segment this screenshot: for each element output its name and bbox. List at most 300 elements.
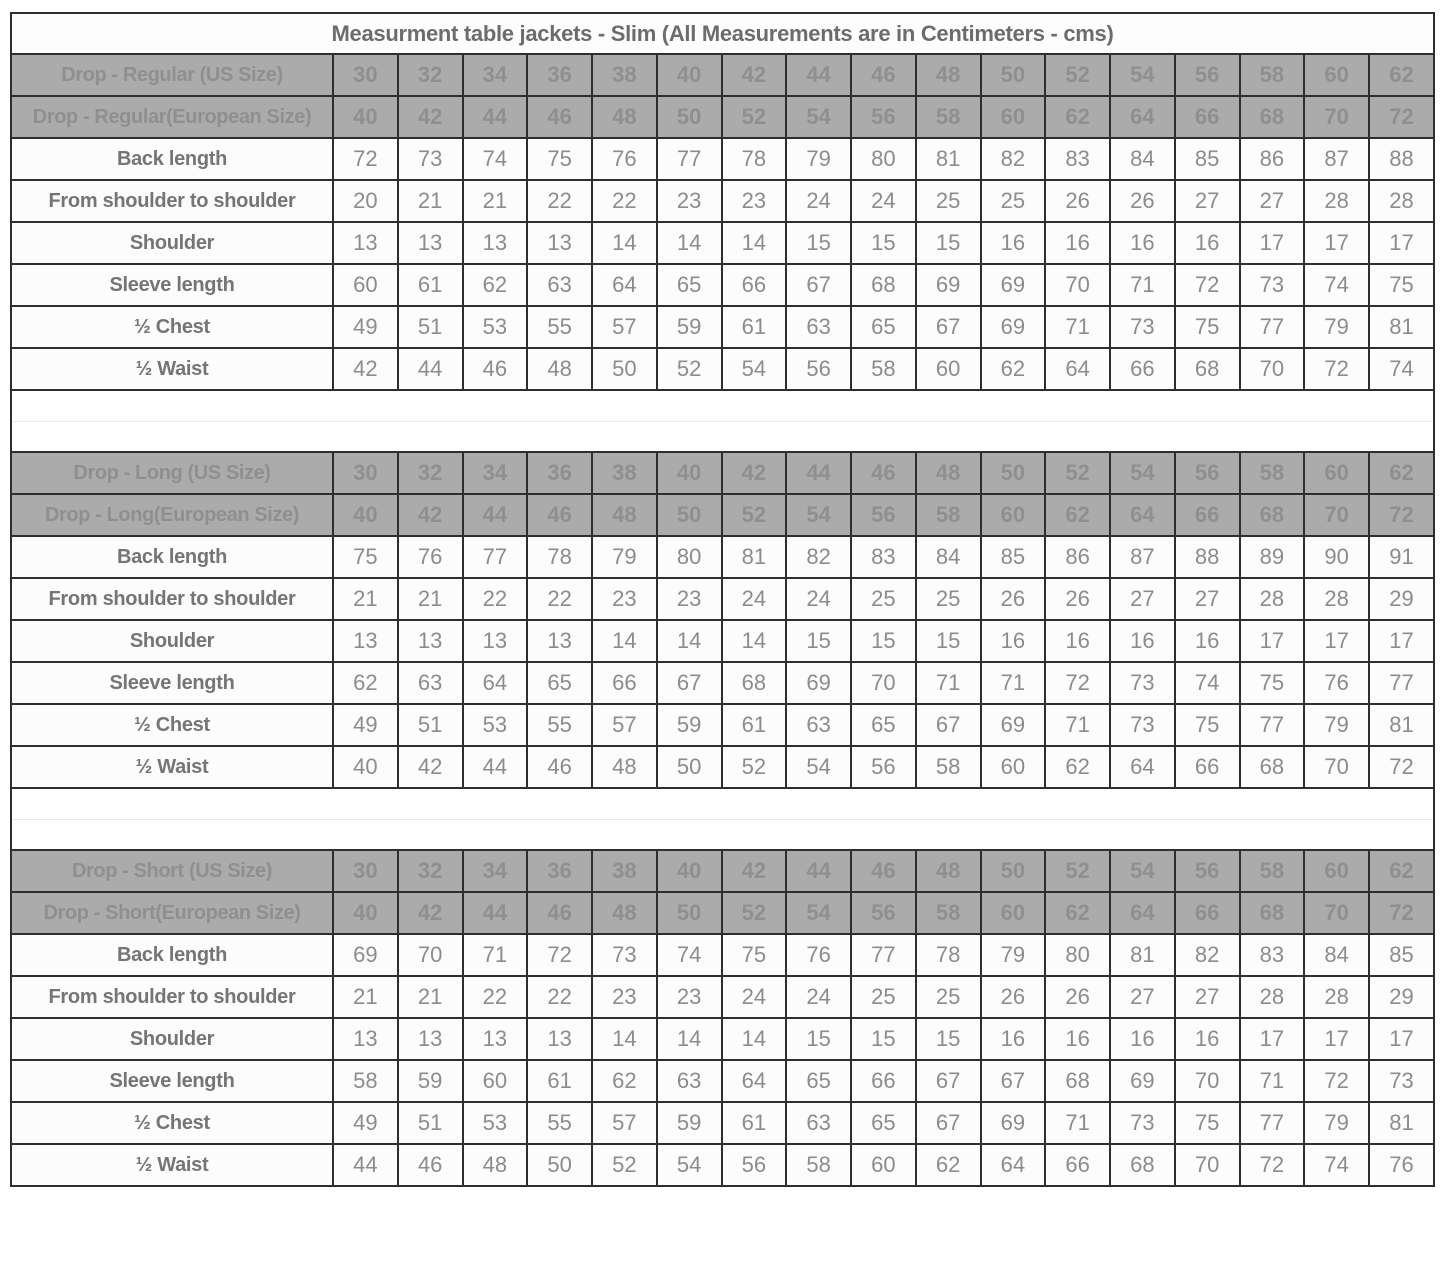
measurement-value-cell: 56 xyxy=(722,1144,787,1186)
measurement-value-cell: 73 xyxy=(1110,662,1175,704)
measurement-value-cell: 44 xyxy=(398,348,463,390)
us-size-cell: 40 xyxy=(657,452,722,494)
measurement-value-cell: 74 xyxy=(463,138,528,180)
eu-size-cell: 68 xyxy=(1240,892,1305,934)
measurement-row-label: ½ Waist xyxy=(11,348,333,390)
eu-size-cell: 72 xyxy=(1369,892,1434,934)
measurement-value-cell: 67 xyxy=(786,264,851,306)
measurement-value-cell: 73 xyxy=(398,138,463,180)
measurement-value-cell: 14 xyxy=(592,620,657,662)
measurement-value-cell: 16 xyxy=(1110,222,1175,264)
measurement-row xyxy=(11,1060,1434,1102)
measurement-value-cell: 15 xyxy=(916,620,981,662)
measurement-value-cell: 25 xyxy=(916,578,981,620)
measurement-value-cell: 28 xyxy=(1304,578,1369,620)
measurement-value-cell: 14 xyxy=(722,1018,787,1060)
measurement-value-cell: 58 xyxy=(851,348,916,390)
us-size-cell: 48 xyxy=(916,850,981,892)
measurement-row xyxy=(11,348,1434,390)
measurement-value-cell: 74 xyxy=(657,934,722,976)
measurement-value-cell: 83 xyxy=(1045,138,1110,180)
measurement-value-cell: 55 xyxy=(527,1102,592,1144)
measurement-value-cell: 60 xyxy=(981,746,1046,788)
eu-size-cell: 48 xyxy=(592,96,657,138)
measurement-value-cell: 74 xyxy=(1304,1144,1369,1186)
measurement-value-cell: 57 xyxy=(592,306,657,348)
measurement-value-cell: 53 xyxy=(463,306,528,348)
eu-size-cell: 64 xyxy=(1110,96,1175,138)
measurement-value-cell: 62 xyxy=(333,662,398,704)
measurement-value-cell: 62 xyxy=(981,348,1046,390)
eu-size-header-row xyxy=(11,494,1434,536)
measurement-value-cell: 70 xyxy=(851,662,916,704)
measurement-value-cell: 72 xyxy=(527,934,592,976)
measurement-value-cell: 16 xyxy=(981,222,1046,264)
measurement-value-cell: 17 xyxy=(1369,1018,1434,1060)
measurement-table xyxy=(10,12,1435,1187)
measurement-value-cell: 73 xyxy=(592,934,657,976)
measurement-value-cell: 55 xyxy=(527,704,592,746)
measurement-value-cell: 16 xyxy=(1175,222,1240,264)
us-size-cell: 50 xyxy=(981,54,1046,96)
measurement-value-cell: 54 xyxy=(786,746,851,788)
measurement-row xyxy=(11,264,1434,306)
measurement-value-cell: 60 xyxy=(851,1144,916,1186)
measurement-value-cell: 73 xyxy=(1110,704,1175,746)
us-size-cell: 44 xyxy=(786,850,851,892)
measurement-value-cell: 17 xyxy=(1240,1018,1305,1060)
measurement-value-cell: 72 xyxy=(1175,264,1240,306)
measurement-row-label: Shoulder xyxy=(11,222,333,264)
measurement-value-cell: 82 xyxy=(981,138,1046,180)
us-size-cell: 42 xyxy=(722,54,787,96)
measurement-value-cell: 68 xyxy=(851,264,916,306)
measurement-value-cell: 48 xyxy=(527,348,592,390)
measurement-value-cell: 59 xyxy=(657,704,722,746)
measurement-value-cell: 26 xyxy=(1045,976,1110,1018)
measurement-value-cell: 73 xyxy=(1110,306,1175,348)
measurement-value-cell: 72 xyxy=(1369,746,1434,788)
measurement-value-cell: 65 xyxy=(527,662,592,704)
measurement-value-cell: 23 xyxy=(722,180,787,222)
measurement-value-cell: 75 xyxy=(1175,1102,1240,1144)
us-size-cell: 34 xyxy=(463,850,528,892)
measurement-value-cell: 21 xyxy=(333,578,398,620)
measurement-value-cell: 21 xyxy=(398,976,463,1018)
measurement-value-cell: 51 xyxy=(398,1102,463,1144)
measurement-value-cell: 25 xyxy=(916,180,981,222)
measurement-row xyxy=(11,662,1434,704)
measurement-value-cell: 28 xyxy=(1304,180,1369,222)
measurement-value-cell: 22 xyxy=(527,180,592,222)
measurement-value-cell: 58 xyxy=(916,746,981,788)
us-size-header-row xyxy=(11,54,1434,96)
measurement-row xyxy=(11,976,1434,1018)
measurement-value-cell: 70 xyxy=(398,934,463,976)
measurement-value-cell: 81 xyxy=(1369,1102,1434,1144)
measurement-value-cell: 63 xyxy=(786,1102,851,1144)
measurement-value-cell: 26 xyxy=(981,578,1046,620)
measurement-value-cell: 15 xyxy=(786,222,851,264)
measurement-value-cell: 15 xyxy=(916,1018,981,1060)
measurement-value-cell: 13 xyxy=(463,222,528,264)
measurement-value-cell: 23 xyxy=(592,976,657,1018)
eu-size-header-row xyxy=(11,892,1434,934)
measurement-value-cell: 77 xyxy=(1240,1102,1305,1144)
measurement-value-cell: 79 xyxy=(1304,704,1369,746)
measurement-value-cell: 77 xyxy=(463,536,528,578)
measurement-row xyxy=(11,578,1434,620)
measurement-value-cell: 64 xyxy=(981,1144,1046,1186)
eu-size-cell: 52 xyxy=(722,892,787,934)
measurement-value-cell: 60 xyxy=(463,1060,528,1102)
measurement-value-cell: 65 xyxy=(786,1060,851,1102)
measurement-value-cell: 81 xyxy=(1110,934,1175,976)
measurement-value-cell: 66 xyxy=(1110,348,1175,390)
measurement-value-cell: 67 xyxy=(916,1060,981,1102)
measurement-value-cell: 58 xyxy=(333,1060,398,1102)
eu-size-cell: 62 xyxy=(1045,96,1110,138)
measurement-row xyxy=(11,222,1434,264)
eu-size-cell: 66 xyxy=(1175,494,1240,536)
measurement-value-cell: 49 xyxy=(333,306,398,348)
measurement-value-cell: 40 xyxy=(333,746,398,788)
measurement-value-cell: 17 xyxy=(1304,1018,1369,1060)
measurement-value-cell: 72 xyxy=(333,138,398,180)
measurement-value-cell: 16 xyxy=(1110,1018,1175,1060)
us-size-cell: 40 xyxy=(657,54,722,96)
eu-size-cell: 46 xyxy=(527,96,592,138)
measurement-value-cell: 26 xyxy=(1045,578,1110,620)
measurement-value-cell: 79 xyxy=(786,138,851,180)
measurement-value-cell: 75 xyxy=(1240,662,1305,704)
table-title: Measurment table jackets - Slim (All Measurements are in Centimeters - cms) xyxy=(11,13,1434,54)
measurement-row xyxy=(11,1144,1434,1186)
measurement-value-cell: 52 xyxy=(722,746,787,788)
measurement-value-cell: 14 xyxy=(722,222,787,264)
measurement-value-cell: 48 xyxy=(463,1144,528,1186)
measurement-value-cell: 21 xyxy=(398,578,463,620)
measurement-value-cell: 75 xyxy=(1175,306,1240,348)
measurement-value-cell: 55 xyxy=(527,306,592,348)
measurement-value-cell: 68 xyxy=(1110,1144,1175,1186)
us-size-cell: 54 xyxy=(1110,54,1175,96)
measurement-value-cell: 75 xyxy=(1175,704,1240,746)
us-size-cell: 48 xyxy=(916,452,981,494)
measurement-value-cell: 42 xyxy=(398,746,463,788)
measurement-value-cell: 26 xyxy=(981,976,1046,1018)
measurement-value-cell: 24 xyxy=(786,180,851,222)
measurement-value-cell: 68 xyxy=(1240,746,1305,788)
measurement-value-cell: 62 xyxy=(916,1144,981,1186)
measurement-value-cell: 14 xyxy=(657,222,722,264)
measurement-value-cell: 64 xyxy=(1045,348,1110,390)
section-spacer-row xyxy=(11,390,1434,421)
measurement-value-cell: 42 xyxy=(333,348,398,390)
measurement-row-label: Sleeve length xyxy=(11,1060,333,1102)
eu-size-cell: 60 xyxy=(981,96,1046,138)
eu-size-cell: 70 xyxy=(1304,96,1369,138)
measurement-value-cell: 64 xyxy=(463,662,528,704)
eu-size-cell: 42 xyxy=(398,96,463,138)
measurement-value-cell: 25 xyxy=(851,578,916,620)
measurement-value-cell: 61 xyxy=(722,306,787,348)
eu-size-cell: 58 xyxy=(916,494,981,536)
measurement-value-cell: 81 xyxy=(722,536,787,578)
measurement-value-cell: 76 xyxy=(786,934,851,976)
measurement-row-label: Back length xyxy=(11,138,333,180)
measurement-row-label: Back length xyxy=(11,934,333,976)
measurement-value-cell: 15 xyxy=(851,222,916,264)
measurement-value-cell: 80 xyxy=(851,138,916,180)
measurement-value-cell: 66 xyxy=(851,1060,916,1102)
us-size-header-row xyxy=(11,452,1434,494)
measurement-value-cell: 67 xyxy=(916,1102,981,1144)
measurement-value-cell: 64 xyxy=(592,264,657,306)
measurement-value-cell: 75 xyxy=(527,138,592,180)
us-size-cell: 62 xyxy=(1369,850,1434,892)
us-size-header-row xyxy=(11,850,1434,892)
eu-size-cell: 54 xyxy=(786,892,851,934)
measurement-value-cell: 69 xyxy=(1110,1060,1175,1102)
measurement-value-cell: 72 xyxy=(1304,1060,1369,1102)
measurement-value-cell: 82 xyxy=(1175,934,1240,976)
measurement-value-cell: 79 xyxy=(981,934,1046,976)
eu-size-cell: 66 xyxy=(1175,892,1240,934)
measurement-value-cell: 13 xyxy=(463,1018,528,1060)
measurement-value-cell: 72 xyxy=(1240,1144,1305,1186)
measurement-value-cell: 16 xyxy=(1045,222,1110,264)
measurement-value-cell: 27 xyxy=(1240,180,1305,222)
eu-size-cell: 54 xyxy=(786,494,851,536)
measurement-value-cell: 63 xyxy=(398,662,463,704)
measurement-value-cell: 50 xyxy=(527,1144,592,1186)
eu-size-cell: 54 xyxy=(786,96,851,138)
measurement-value-cell: 76 xyxy=(1304,662,1369,704)
measurement-value-cell: 76 xyxy=(1369,1144,1434,1186)
measurement-value-cell: 66 xyxy=(592,662,657,704)
eu-size-cell: 60 xyxy=(981,892,1046,934)
measurement-value-cell: 70 xyxy=(1175,1144,1240,1186)
us-size-cell: 36 xyxy=(527,54,592,96)
measurement-value-cell: 46 xyxy=(527,746,592,788)
measurement-row-label: ½ Chest xyxy=(11,306,333,348)
measurement-value-cell: 75 xyxy=(1369,264,1434,306)
measurement-value-cell: 17 xyxy=(1240,620,1305,662)
measurement-value-cell: 71 xyxy=(463,934,528,976)
us-size-cell: 60 xyxy=(1304,452,1369,494)
measurement-value-cell: 77 xyxy=(1369,662,1434,704)
measurement-row-label: ½ Waist xyxy=(11,746,333,788)
measurement-value-cell: 16 xyxy=(1110,620,1175,662)
eu-size-cell: 56 xyxy=(851,96,916,138)
eu-size-cell: 68 xyxy=(1240,494,1305,536)
measurement-value-cell: 87 xyxy=(1110,536,1175,578)
measurement-value-cell: 16 xyxy=(1175,620,1240,662)
measurement-value-cell: 14 xyxy=(592,222,657,264)
eu-size-cell: 58 xyxy=(916,892,981,934)
us-size-cell: 56 xyxy=(1175,452,1240,494)
measurement-row-label: Sleeve length xyxy=(11,264,333,306)
measurement-value-cell: 13 xyxy=(527,620,592,662)
eu-size-cell: 56 xyxy=(851,494,916,536)
us-size-cell: 62 xyxy=(1369,54,1434,96)
measurement-value-cell: 81 xyxy=(1369,704,1434,746)
measurement-value-cell: 24 xyxy=(786,578,851,620)
measurement-value-cell: 81 xyxy=(916,138,981,180)
measurement-value-cell: 60 xyxy=(916,348,981,390)
measurement-value-cell: 17 xyxy=(1240,222,1305,264)
table-title-row xyxy=(11,13,1434,54)
measurement-value-cell: 85 xyxy=(981,536,1046,578)
us-size-cell: 46 xyxy=(851,850,916,892)
measurement-value-cell: 27 xyxy=(1110,976,1175,1018)
measurement-value-cell: 67 xyxy=(916,704,981,746)
measurement-row-label: ½ Chest xyxy=(11,704,333,746)
measurement-value-cell: 13 xyxy=(398,222,463,264)
measurement-value-cell: 69 xyxy=(786,662,851,704)
measurement-value-cell: 16 xyxy=(1045,1018,1110,1060)
measurement-value-cell: 44 xyxy=(333,1144,398,1186)
measurement-value-cell: 28 xyxy=(1304,976,1369,1018)
measurement-value-cell: 73 xyxy=(1110,1102,1175,1144)
measurement-value-cell: 14 xyxy=(657,620,722,662)
measurement-value-cell: 75 xyxy=(722,934,787,976)
measurement-value-cell: 74 xyxy=(1175,662,1240,704)
measurement-value-cell: 80 xyxy=(657,536,722,578)
us-size-cell: 38 xyxy=(592,850,657,892)
eu-size-cell: 68 xyxy=(1240,96,1305,138)
measurement-value-cell: 54 xyxy=(722,348,787,390)
measurement-value-cell: 87 xyxy=(1304,138,1369,180)
us-size-cell: 58 xyxy=(1240,850,1305,892)
measurement-row-label: ½ Chest xyxy=(11,1102,333,1144)
measurement-value-cell: 28 xyxy=(1369,180,1434,222)
measurement-value-cell: 66 xyxy=(722,264,787,306)
measurement-value-cell: 69 xyxy=(916,264,981,306)
us-size-cell: 36 xyxy=(527,452,592,494)
us-size-cell: 40 xyxy=(657,850,722,892)
measurement-value-cell: 15 xyxy=(851,1018,916,1060)
measurement-value-cell: 91 xyxy=(1369,536,1434,578)
us-size-cell: 32 xyxy=(398,850,463,892)
measurement-value-cell: 63 xyxy=(786,306,851,348)
measurement-value-cell: 29 xyxy=(1369,976,1434,1018)
measurement-value-cell: 21 xyxy=(333,976,398,1018)
measurement-value-cell: 56 xyxy=(851,746,916,788)
measurement-value-cell: 13 xyxy=(527,1018,592,1060)
measurement-value-cell: 44 xyxy=(463,746,528,788)
measurement-row xyxy=(11,1018,1434,1060)
measurement-value-cell: 59 xyxy=(398,1060,463,1102)
us-size-cell: 32 xyxy=(398,452,463,494)
measurement-value-cell: 14 xyxy=(657,1018,722,1060)
measurement-value-cell: 78 xyxy=(916,934,981,976)
measurement-value-cell: 66 xyxy=(1175,746,1240,788)
measurement-value-cell: 77 xyxy=(1240,704,1305,746)
measurement-value-cell: 74 xyxy=(1304,264,1369,306)
measurement-value-cell: 13 xyxy=(463,620,528,662)
measurement-value-cell: 68 xyxy=(722,662,787,704)
measurement-value-cell: 70 xyxy=(1175,1060,1240,1102)
measurement-value-cell: 14 xyxy=(722,620,787,662)
measurement-value-cell: 13 xyxy=(333,1018,398,1060)
measurement-value-cell: 25 xyxy=(851,976,916,1018)
measurement-value-cell: 16 xyxy=(981,620,1046,662)
measurement-value-cell: 76 xyxy=(398,536,463,578)
eu-size-cell: 48 xyxy=(592,892,657,934)
measurement-value-cell: 66 xyxy=(1045,1144,1110,1186)
measurement-row xyxy=(11,138,1434,180)
us-size-cell: 34 xyxy=(463,54,528,96)
measurement-value-cell: 23 xyxy=(657,578,722,620)
us-size-cell: 54 xyxy=(1110,850,1175,892)
measurement-value-cell: 28 xyxy=(1240,578,1305,620)
measurement-value-cell: 64 xyxy=(1110,746,1175,788)
eu-size-cell: 58 xyxy=(916,96,981,138)
measurement-value-cell: 26 xyxy=(1045,180,1110,222)
us-size-cell: 30 xyxy=(333,850,398,892)
measurement-value-cell: 48 xyxy=(592,746,657,788)
measurement-value-cell: 16 xyxy=(1045,620,1110,662)
measurement-value-cell: 65 xyxy=(851,704,916,746)
measurement-value-cell: 51 xyxy=(398,306,463,348)
eu-size-cell: 50 xyxy=(657,892,722,934)
measurement-row xyxy=(11,704,1434,746)
measurement-value-cell: 26 xyxy=(1110,180,1175,222)
measurement-value-cell: 16 xyxy=(1175,1018,1240,1060)
eu-size-cell: 44 xyxy=(463,494,528,536)
eu-size-cell: 72 xyxy=(1369,96,1434,138)
measurement-value-cell: 86 xyxy=(1045,536,1110,578)
us-size-cell: 38 xyxy=(592,452,657,494)
measurement-value-cell: 17 xyxy=(1369,620,1434,662)
measurement-row-label: Sleeve length xyxy=(11,662,333,704)
measurement-value-cell: 79 xyxy=(1304,1102,1369,1144)
measurement-value-cell: 22 xyxy=(592,180,657,222)
us-size-cell: 50 xyxy=(981,452,1046,494)
measurement-value-cell: 77 xyxy=(1240,306,1305,348)
measurement-value-cell: 71 xyxy=(1240,1060,1305,1102)
measurement-value-cell: 49 xyxy=(333,1102,398,1144)
measurement-value-cell: 50 xyxy=(657,746,722,788)
measurement-value-cell: 52 xyxy=(592,1144,657,1186)
measurement-value-cell: 67 xyxy=(916,306,981,348)
measurement-value-cell: 90 xyxy=(1304,536,1369,578)
measurement-value-cell: 69 xyxy=(981,1102,1046,1144)
measurement-value-cell: 27 xyxy=(1110,578,1175,620)
eu-size-header-row xyxy=(11,96,1434,138)
measurement-value-cell: 67 xyxy=(657,662,722,704)
measurement-value-cell: 85 xyxy=(1369,934,1434,976)
eu-size-cell: 40 xyxy=(333,96,398,138)
measurement-value-cell: 13 xyxy=(398,620,463,662)
measurement-value-cell: 84 xyxy=(1110,138,1175,180)
measurement-row-label: ½ Waist xyxy=(11,1144,333,1186)
us-size-cell: 42 xyxy=(722,452,787,494)
us-size-cell: 36 xyxy=(527,850,592,892)
section-spacer-cell xyxy=(11,819,1434,850)
measurement-value-cell: 21 xyxy=(398,180,463,222)
measurement-value-cell: 62 xyxy=(592,1060,657,1102)
us-size-cell: 60 xyxy=(1304,54,1369,96)
us-size-cell: 50 xyxy=(981,850,1046,892)
measurement-value-cell: 61 xyxy=(722,1102,787,1144)
measurement-value-cell: 59 xyxy=(657,1102,722,1144)
measurement-value-cell: 79 xyxy=(592,536,657,578)
measurement-value-cell: 72 xyxy=(1304,348,1369,390)
us-size-cell: 62 xyxy=(1369,452,1434,494)
